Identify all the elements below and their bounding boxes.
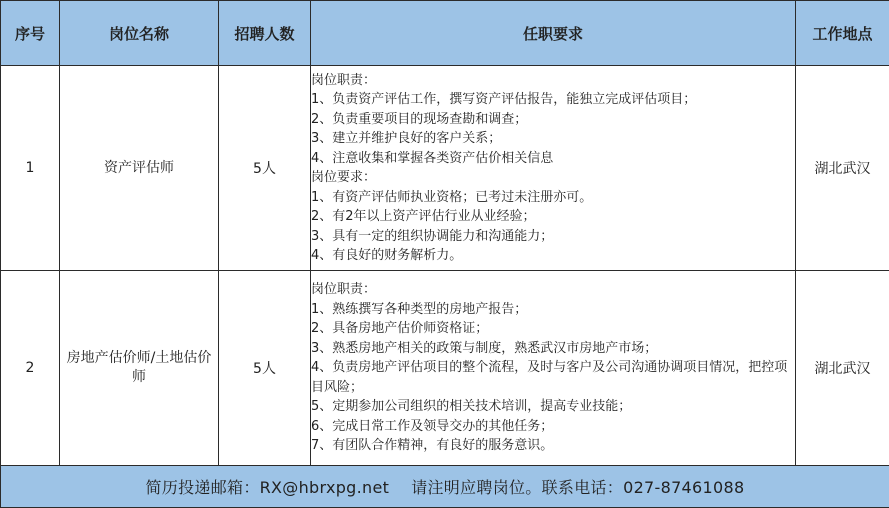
row-position: 房地产估价师/土地估价师 (60, 271, 219, 466)
req-line: 2、有2年以上资产评估行业从业经验； (311, 207, 795, 227)
row-count: 5人 (219, 271, 311, 466)
header-row (1, 1, 889, 66)
req-line: 7、有团队合作精神，有良好的服务意识。 (311, 436, 795, 456)
req-line: 2、负责重要项目的现场查勘和调查； (311, 110, 795, 130)
contact-footer (1, 466, 889, 508)
req-line: 6、完成日常工作及领导交办的其他任务； (311, 417, 795, 437)
header-position: 岗位名称 (60, 1, 219, 66)
req-line: 4、有良好的财务解析力。 (311, 246, 795, 266)
req-line: 1、负责资产评估工作，撰写资产评估报告，能独立完成评估项目； (311, 90, 795, 110)
req-line: 1、有资产评估师执业资格；已考过未注册亦可。 (311, 188, 795, 208)
req-line: 5、定期参加公司组织的相关技术培训，提高专业技能； (311, 397, 795, 417)
footer-row (1, 466, 889, 508)
req-line: 岗位职责： (311, 71, 795, 91)
row-no: 1 (1, 66, 60, 271)
footer-email: 简历投递邮箱：RX@hbrxpg.net (146, 478, 390, 497)
req-line: 岗位职责： (311, 280, 795, 300)
table-row (1, 271, 889, 466)
row-requirements (311, 66, 796, 271)
row-position: 资产评估师 (60, 66, 219, 271)
header-count: 招聘人数 (219, 1, 311, 66)
row-requirements (311, 271, 796, 466)
footer-note: 请注明应聘岗位。联系电话：027-87461088 (411, 478, 744, 497)
req-line: 岗位要求： (311, 168, 795, 188)
header-no: 序号 (1, 1, 60, 66)
req-line: 3、熟悉房地产相关的政策与制度，熟悉武汉市房地产市场； (311, 339, 795, 359)
req-line: 4、注意收集和掌握各类资产估价相关信息 (311, 149, 795, 169)
row-location: 湖北武汉 (796, 66, 889, 271)
req-line: 1、熟练撰写各种类型的房地产报告； (311, 300, 795, 320)
header-requirements: 任职要求 (311, 1, 796, 66)
req-line: 4、负责房地产评估项目的整个流程，及时与客户及公司沟通协调项目情况，把控项目风险； (311, 358, 795, 397)
row-no: 2 (1, 271, 60, 466)
req-line: 2、具备房地产估价师资格证； (311, 319, 795, 339)
row-location: 湖北武汉 (796, 271, 889, 466)
header-location: 工作地点 (796, 1, 889, 66)
req-line: 3、建立并维护良好的客户关系； (311, 129, 795, 149)
table-row (1, 66, 889, 271)
req-line: 3、具有一定的组织协调能力和沟通能力； (311, 227, 795, 247)
row-count: 5人 (219, 66, 311, 271)
